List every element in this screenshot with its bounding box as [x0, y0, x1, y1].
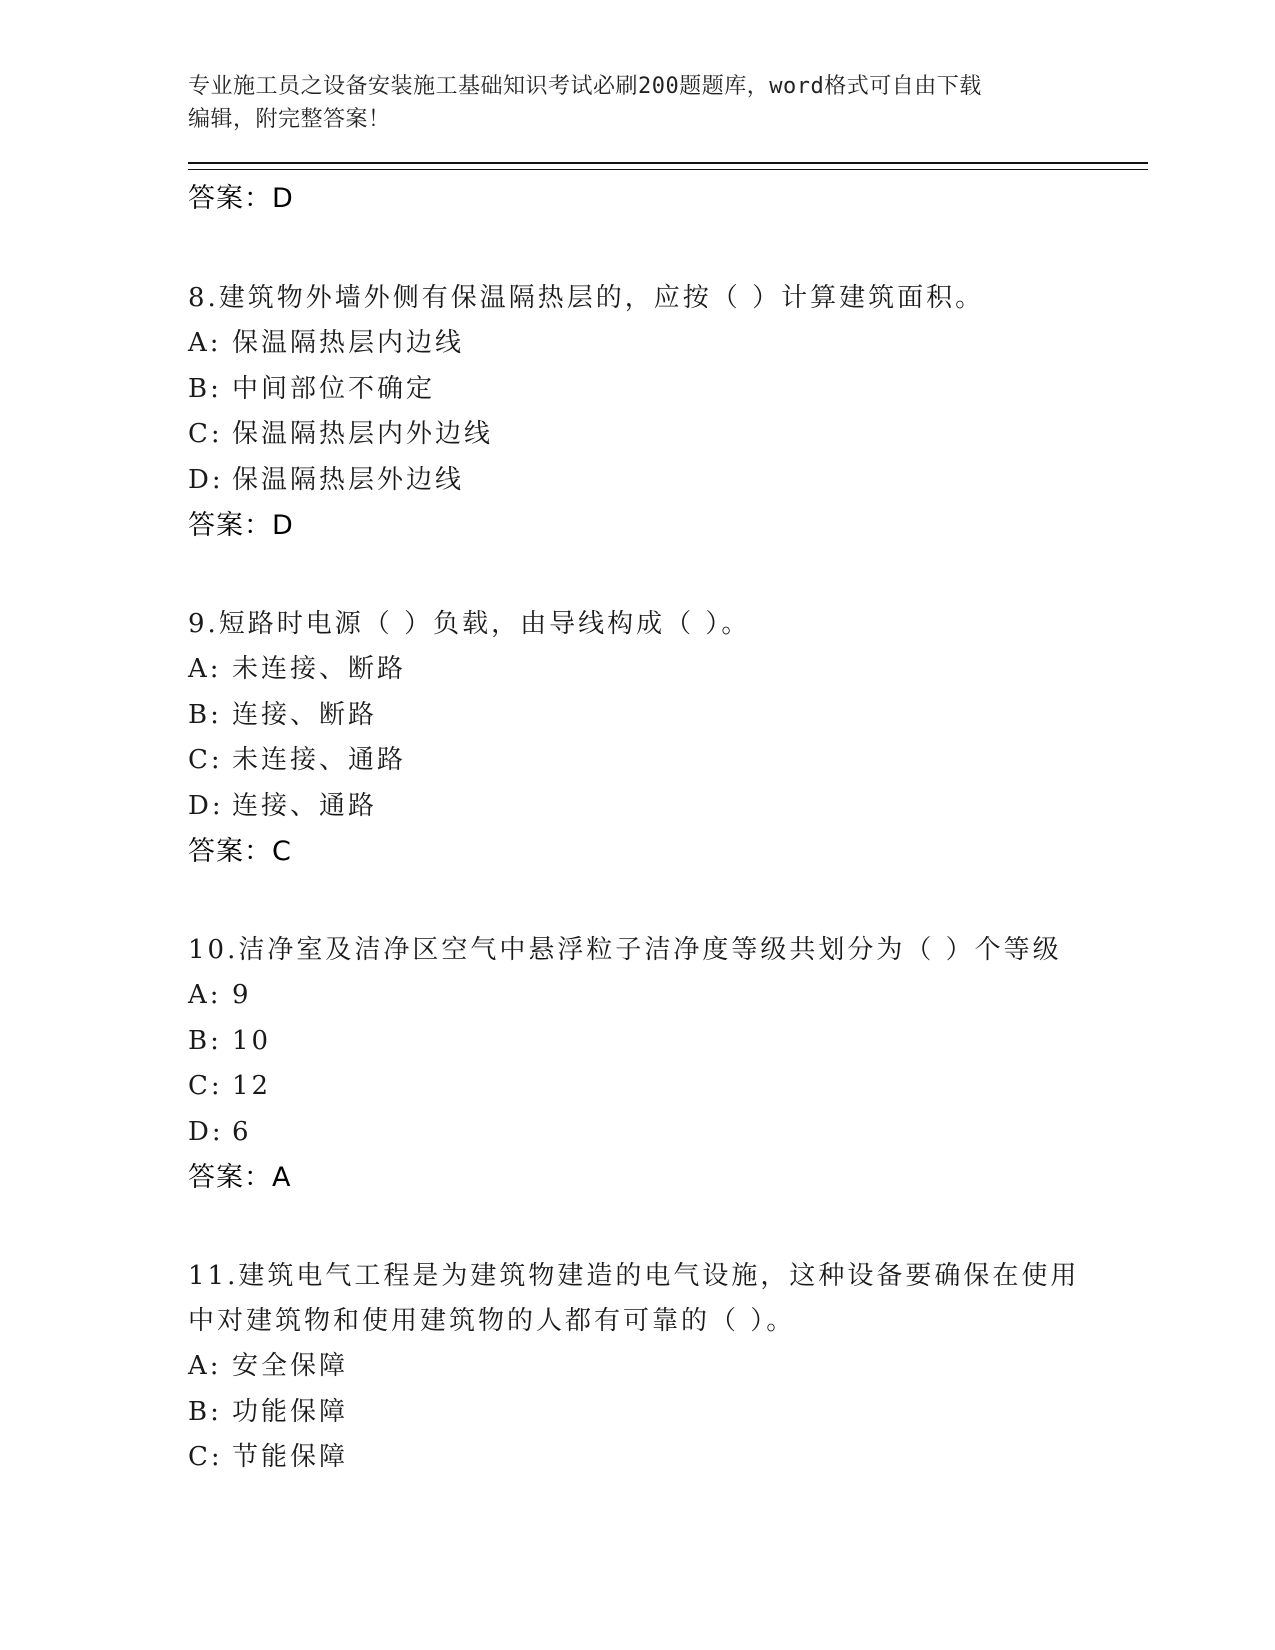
- option-letter: A:: [188, 1351, 222, 1381]
- option-letter: C:: [188, 1442, 223, 1472]
- question-8: [188, 276, 1148, 548]
- option-d: [188, 458, 1148, 504]
- option-a: [188, 973, 1148, 1019]
- question-text: [188, 1254, 1148, 1344]
- option-a: [188, 1344, 1148, 1390]
- option-b: [188, 693, 1148, 739]
- option-text: 中间部位不确定: [232, 373, 436, 404]
- option-text: 保温隔热层内边线: [232, 328, 465, 358]
- option-letter: A:: [188, 328, 222, 358]
- option-d: [188, 1110, 1148, 1156]
- question-text-line: 11.建筑电气工程是为建筑物建造的电气设施，这种设备要确保在使用: [188, 1261, 1080, 1291]
- question-text-line: 10.洁净室及洁净区空气中悬浮粒子洁净度等级共划分为（ ）个等级: [188, 935, 1062, 965]
- option-d: [188, 784, 1148, 830]
- option-letter: B:: [188, 373, 222, 404]
- header-title-line2: 编辑，附完整答案！: [188, 107, 391, 132]
- option-text: 6: [232, 1116, 252, 1147]
- option-letter: B:: [188, 1396, 222, 1427]
- option-a: [188, 321, 1148, 367]
- question-text: [188, 602, 1148, 647]
- option-text: 功能保障: [232, 1396, 349, 1427]
- question-11: [188, 1254, 1148, 1481]
- option-letter: A:: [188, 654, 222, 684]
- option-c: [188, 412, 1148, 458]
- option-letter: A:: [188, 980, 222, 1010]
- question-9: [188, 602, 1148, 874]
- option-text: 安全保障: [232, 1351, 349, 1381]
- option-b: [188, 367, 1148, 413]
- option-letter: D:: [188, 1116, 224, 1147]
- option-b: [188, 1019, 1148, 1065]
- answer-q9: 答案：C: [188, 835, 292, 867]
- option-c: [188, 1435, 1148, 1481]
- option-a: [188, 647, 1148, 693]
- question-text: [188, 276, 1148, 321]
- option-letter: B:: [188, 1025, 222, 1056]
- option-text: 10: [232, 1025, 272, 1056]
- option-text: 12: [232, 1071, 272, 1101]
- option-letter: B:: [188, 699, 222, 730]
- question-10: [188, 928, 1148, 1200]
- header-title-line1: 专业施工员之设备安装施工基础知识考试必刷200题题库，word格式可自由下载: [188, 74, 982, 99]
- option-text: 9: [232, 980, 252, 1010]
- option-c: [188, 1064, 1148, 1110]
- option-c: [188, 738, 1148, 784]
- option-text: 未连接、断路: [232, 654, 407, 684]
- option-text: 保温隔热层外边线: [232, 464, 465, 495]
- question-text: [188, 928, 1148, 973]
- question-text-line: 8.建筑物外墙外侧有保温隔热层的，应按（ ）计算建筑面积。: [188, 283, 985, 313]
- question-text-line: 中对建筑物和使用建筑物的人都有可靠的（ ）。: [188, 1306, 796, 1336]
- option-text: 连接、通路: [232, 790, 378, 821]
- option-text: 连接、断路: [232, 699, 378, 730]
- option-letter: C:: [188, 1071, 223, 1101]
- option-text: 保温隔热层内外边线: [232, 419, 494, 449]
- answer-q7: 答案：D: [188, 183, 294, 214]
- document-header: [188, 70, 1068, 136]
- answer-q8: 答案：D: [188, 509, 294, 541]
- header-divider: [188, 162, 1148, 170]
- option-letter: D:: [188, 790, 224, 821]
- option-text: 未连接、通路: [232, 745, 407, 775]
- document-page: [188, 70, 1148, 1481]
- option-letter: D:: [188, 464, 224, 495]
- option-letter: C:: [188, 419, 223, 449]
- option-text: 节能保障: [232, 1442, 349, 1472]
- question-text-line: 9.短路时电源（ ）负载，由导线构成（ ）。: [188, 609, 751, 639]
- option-b: [188, 1390, 1148, 1436]
- option-letter: C:: [188, 745, 223, 775]
- answer-q10: 答案：A: [188, 1161, 292, 1193]
